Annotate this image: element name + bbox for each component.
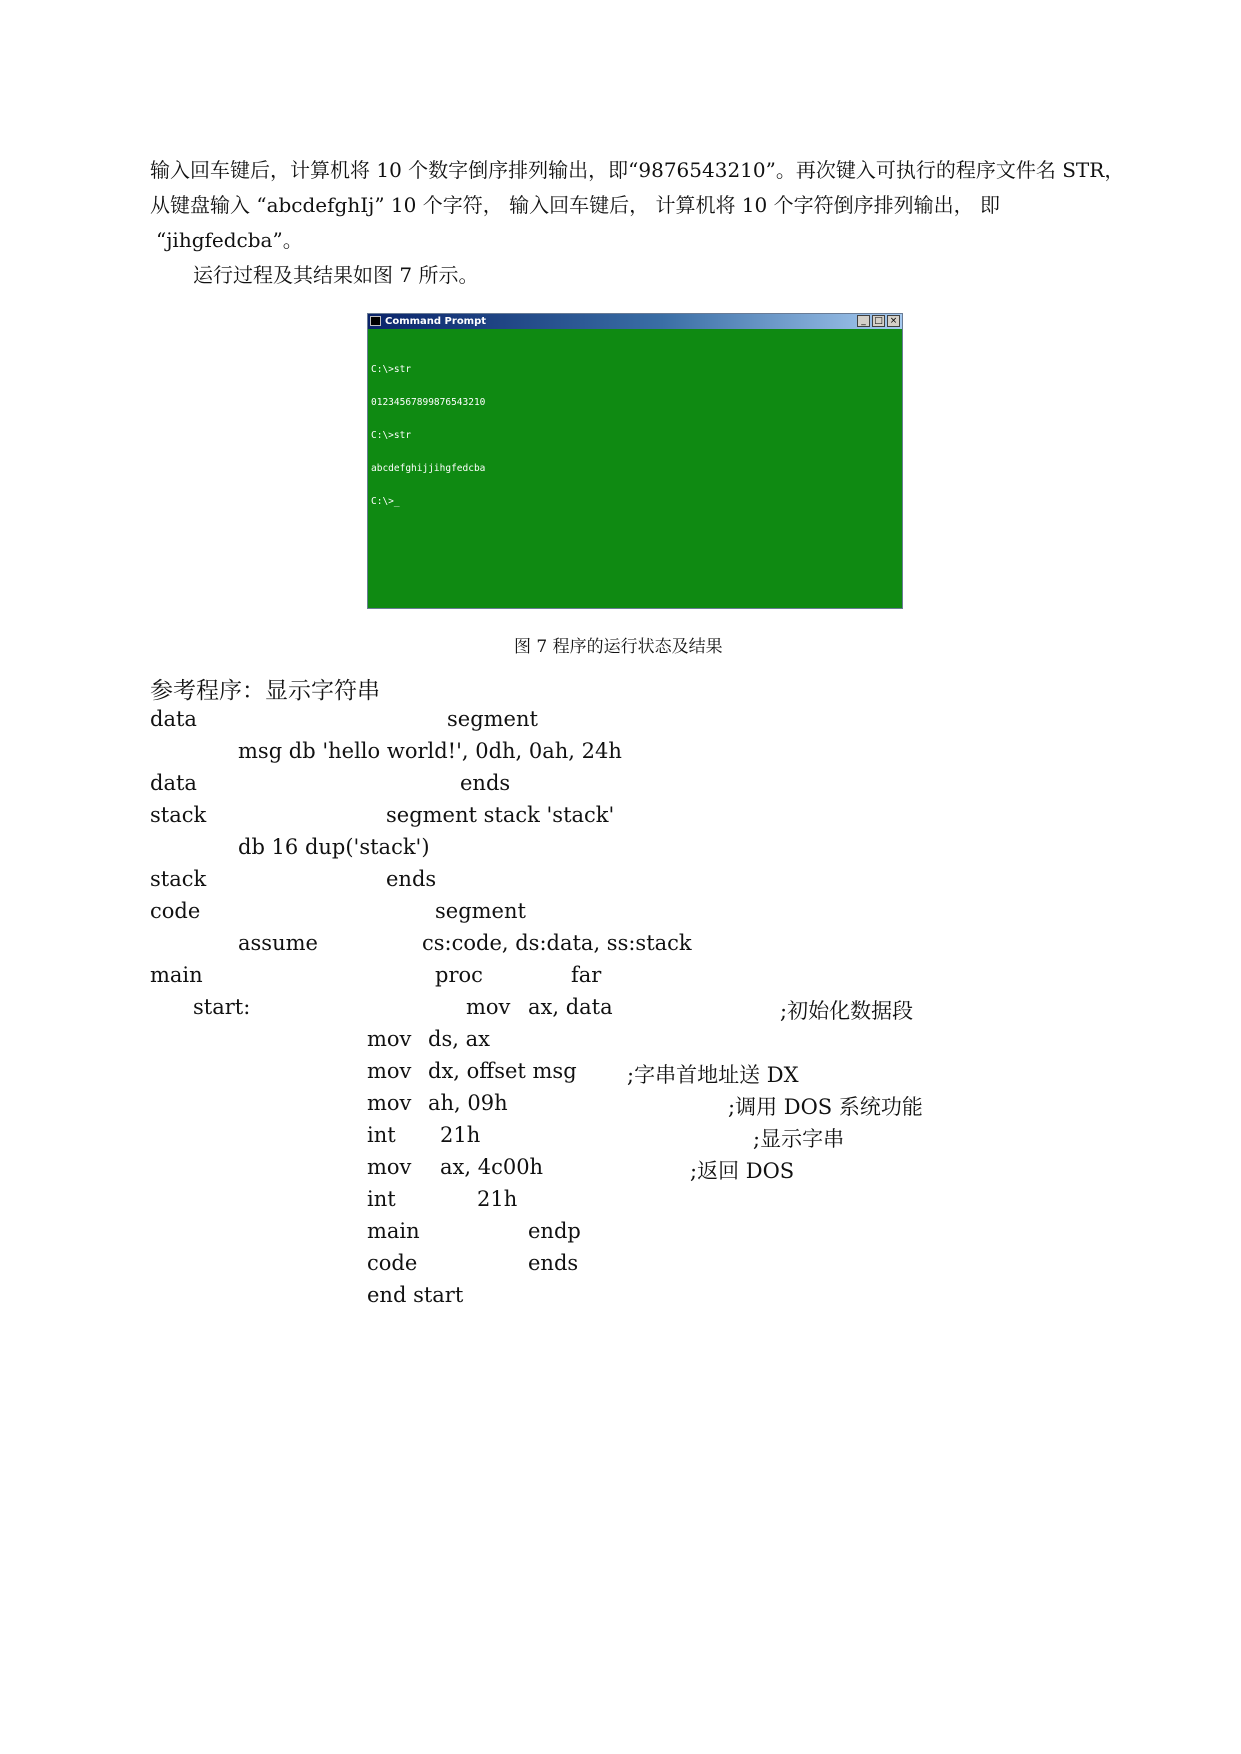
code-token: msg db 'hello world!', 0dh, 0ah, 24h [238,739,622,763]
console-output [371,342,485,529]
console-line: 01234567899876543210 [371,397,486,408]
code-token: int [367,1187,396,1211]
command-prompt-window [367,313,903,609]
code-token: endp [528,1219,581,1243]
console-line: C:\>str [371,364,412,375]
code-comment: ;返回 DOS [690,1159,795,1183]
console-line: abcdefghijjihgfedcba [371,463,486,474]
console-line: C:\>str [371,430,412,441]
code-token: ax, data [528,995,613,1019]
paragraph-2: 运行过程及其结果如图 7 所示。 [193,263,479,287]
console-icon [370,316,381,326]
code-comment: ;显示字串 [753,1127,845,1151]
code-token: int [367,1123,396,1147]
code-token: mov [466,995,511,1019]
window-titlebar [368,314,902,329]
code-token: stack [150,803,207,827]
code-token: ends [386,867,437,891]
code-token: end start [367,1283,464,1307]
code-token: main [150,963,203,987]
code-token: mov [367,1027,412,1051]
code-token: code [367,1251,418,1275]
code-token: far [571,963,602,987]
code-token: db 16 dup('stack') [238,835,430,859]
figure-caption: 图 7 程序的运行状态及结果 [514,637,723,657]
window-title: Command Prompt [385,316,487,327]
code-token: mov [367,1155,412,1179]
code-comment: ;调用 DOS 系统功能 [728,1095,923,1119]
code-token: cs:code, ds:data, ss:stack [422,931,692,955]
code-token: segment [435,899,526,923]
code-token: dx, offset msg [428,1059,577,1083]
minimize-button[interactable]: _ [857,315,870,327]
code-token: ds, ax [428,1027,490,1051]
code-token: code [150,899,201,923]
console-line: C:\>_ [371,496,400,507]
code-token: main [367,1219,420,1243]
code-token: segment stack 'stack' [386,803,615,827]
paragraph-line-1: 输入回车键后，计算机将 10 个数字倒序排列输出，即“9876543210”。再次键入可执行的程序文件名 STR， [150,158,1125,182]
code-comment: ;字串首地址送 DX [627,1063,799,1087]
code-token: ends [528,1251,579,1275]
code-token: ax, 4c00h [440,1155,544,1179]
code-token: data [150,771,197,795]
code-token: start: [193,995,251,1019]
code-token: ah, 09h [428,1091,508,1115]
close-button[interactable]: × [887,315,900,327]
maximize-button[interactable]: □ [872,315,885,327]
code-token: data [150,707,197,731]
code-token: stack [150,867,207,891]
paragraph-line-2: 从键盘输入 “abcdefghIj” 10 个字符， 输入回车键后， 计算机将 10 个字符倒序排列输出， 即 [150,193,1000,217]
code-token: mov [367,1059,412,1083]
code-token: 21h [477,1187,518,1211]
code-token: segment [447,707,538,731]
section-title: 参考程序：显示字符串 [150,678,380,704]
code-token: assume [238,931,318,955]
code-token: 21h [440,1123,481,1147]
code-token: ends [460,771,511,795]
code-comment: ;初始化数据段 [780,999,914,1023]
code-token: mov [367,1091,412,1115]
paragraph-line-3: “jihgfedcba”。 [156,228,303,252]
code-token: proc [435,963,483,987]
